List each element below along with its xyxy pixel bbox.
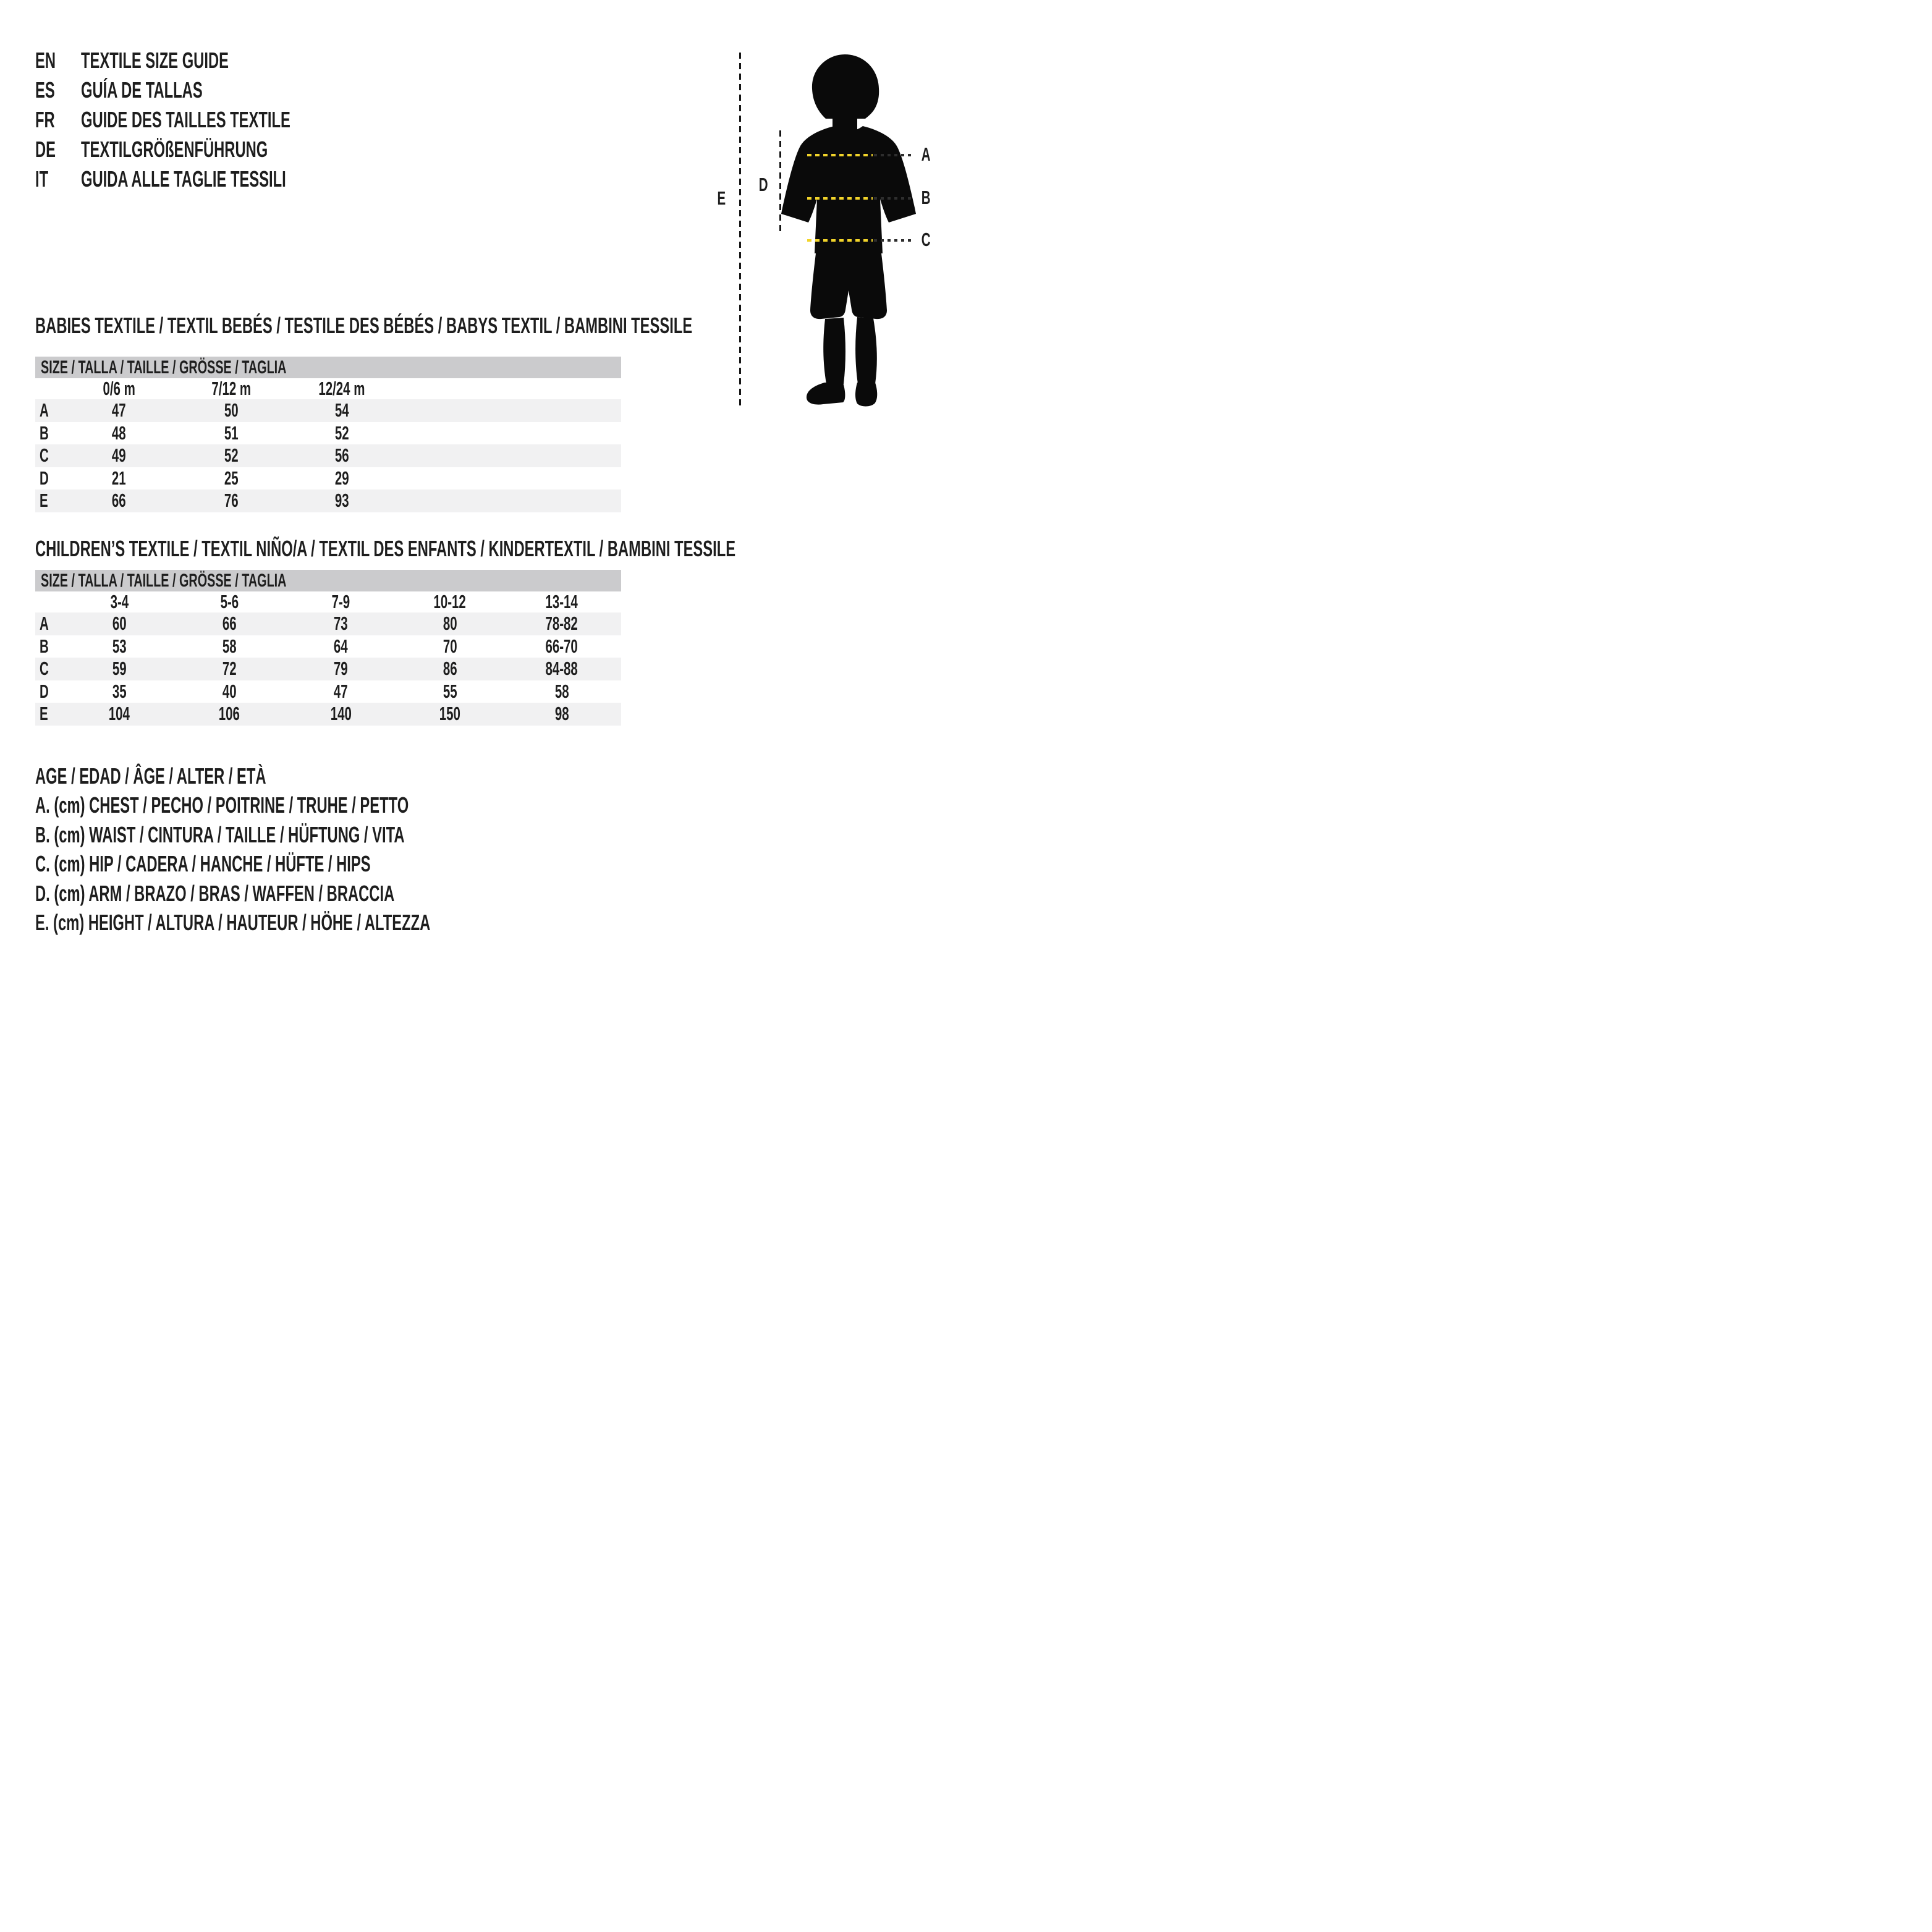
lang-code-it: IT [35, 166, 49, 192]
row-label: D [40, 467, 49, 489]
children-section-title: CHILDREN’S TEXTILE / TEXTIL NIÑO/A / TEXTIL DES ENFANTS / KINDERTEXTIL / BAMBINI TESSILE [35, 536, 736, 561]
row-label: E [40, 489, 48, 512]
waist-pointer-dashes-B [874, 197, 913, 200]
babies-size-table [35, 378, 621, 512]
children-row-B: B 53 58 64 70 66-70 [40, 635, 578, 657]
figure-label-d: D [758, 174, 768, 195]
legend-height: E. (cm) HEIGHT / ALTURA / HAUTEUR / HÖHE / ALTEZZA [35, 910, 431, 936]
lang-title-de: TEXTILGRÖßENFÜHRUNG [81, 137, 268, 162]
children-row-C: C 59 72 79 86 84-88 [35, 658, 621, 680]
row-label: C [40, 444, 49, 467]
children-col-7-9: 7-9 [331, 591, 350, 612]
babies-size-header-bar: SIZE / TALLA / TAILLE / GRÖSSE / TAGLIA [35, 357, 621, 378]
children-size-table [35, 591, 621, 726]
babies-column-header-row [35, 378, 621, 399]
lang-title-en: TEXTILE SIZE GUIDE [81, 48, 229, 73]
legend-waist: B. (cm) WAIST / CINTURA / TAILLE / HÜFTUNG / VITA [35, 821, 405, 847]
children-column-header-row [35, 591, 621, 612]
children-size-header-bar: SIZE / TALLA / TAILLE / GRÖSSE / TAGLIA [35, 570, 621, 591]
legend-arm: D. (cm) ARM / BRAZO / BRAS / WAFFEN / BRACCIA [35, 880, 395, 906]
children-col-5-6: 5-6 [220, 591, 239, 612]
children-col-13-14: 13-14 [545, 591, 578, 612]
row-label: E [40, 703, 48, 725]
waist-measure-dashes-B [807, 197, 873, 200]
babies-row-E: E 66 76 93 [35, 489, 621, 512]
row-label: B [40, 635, 49, 657]
row-label: A [40, 399, 49, 422]
babies-col-7-12m: 7/12 m [211, 378, 251, 399]
lang-code-de: DE [35, 137, 56, 162]
lang-code-fr: FR [35, 107, 55, 132]
row-label: D [40, 680, 49, 702]
babies-row-A: A 47 50 54 [35, 399, 621, 422]
hip-pointer-dashes-C [874, 239, 913, 242]
children-col-3-4: 3-4 [110, 591, 129, 612]
babies-row-D: D 21 25 29 [40, 467, 349, 489]
babies-col-0-6m: 0/6 m [103, 378, 135, 399]
lang-code-en: EN [35, 48, 56, 73]
figure-label-c: C [921, 229, 931, 250]
legend-hip: C. (cm) HIP / CADERA / HANCHE / HÜFTE / HIPS [35, 851, 371, 877]
babies-col-12-24m: 12/24 m [318, 378, 365, 399]
children-col-10-12: 10-12 [433, 591, 467, 612]
legend-chest: A. (cm) CHEST / PECHO / POITRINE / TRUHE / PETTO [35, 792, 409, 818]
language-title-list [35, 46, 398, 194]
lang-title-it: GUIDA ALLE TAGLIE TESSILI [81, 166, 286, 192]
figure-label-e: E [717, 187, 726, 209]
babies-row-B: B 48 51 52 [40, 422, 349, 444]
lang-title-es: GUÍA DE TALLAS [81, 77, 203, 103]
textile-size-guide-sheet [0, 0, 966, 966]
lang-row-es [35, 75, 398, 105]
lang-row-en [35, 46, 398, 75]
lang-row-it [35, 164, 398, 194]
chest-measure-dashes-A [807, 154, 873, 156]
babies-row-C: C 49 52 56 [35, 444, 621, 467]
hip-measure-dashes-C [807, 239, 873, 242]
babies-section-title: BABIES TEXTILE / TEXTIL BEBÉS / TESTILE DES BÉBÉS / BABYS TEXTIL / BAMBINI TESSILE [35, 313, 693, 338]
lang-title-fr: GUIDE DES TAILLES TEXTILE [81, 107, 290, 132]
row-label: A [40, 612, 49, 635]
child-silhouette-icon [766, 49, 927, 411]
lang-code-es: ES [35, 77, 55, 103]
lang-row-fr [35, 105, 398, 135]
measurement-legend [35, 761, 634, 938]
row-label: B [40, 422, 49, 444]
children-row-E: E 104 106 140 150 98 [35, 703, 621, 726]
figure-label-b: B [921, 187, 931, 208]
arm-measure-line-D [779, 130, 781, 235]
chest-pointer-dashes-A [874, 154, 913, 156]
lang-row-de [35, 135, 398, 164]
height-measure-line-E [739, 53, 741, 408]
children-row-D: D 35 40 47 55 58 [40, 680, 569, 702]
legend-age: AGE / EDAD / ÂGE / ALTER / ETÀ [35, 763, 266, 789]
figure-label-a: A [921, 143, 931, 165]
children-row-A: A 60 66 73 80 78-82 [35, 612, 621, 635]
row-label: C [40, 658, 49, 680]
